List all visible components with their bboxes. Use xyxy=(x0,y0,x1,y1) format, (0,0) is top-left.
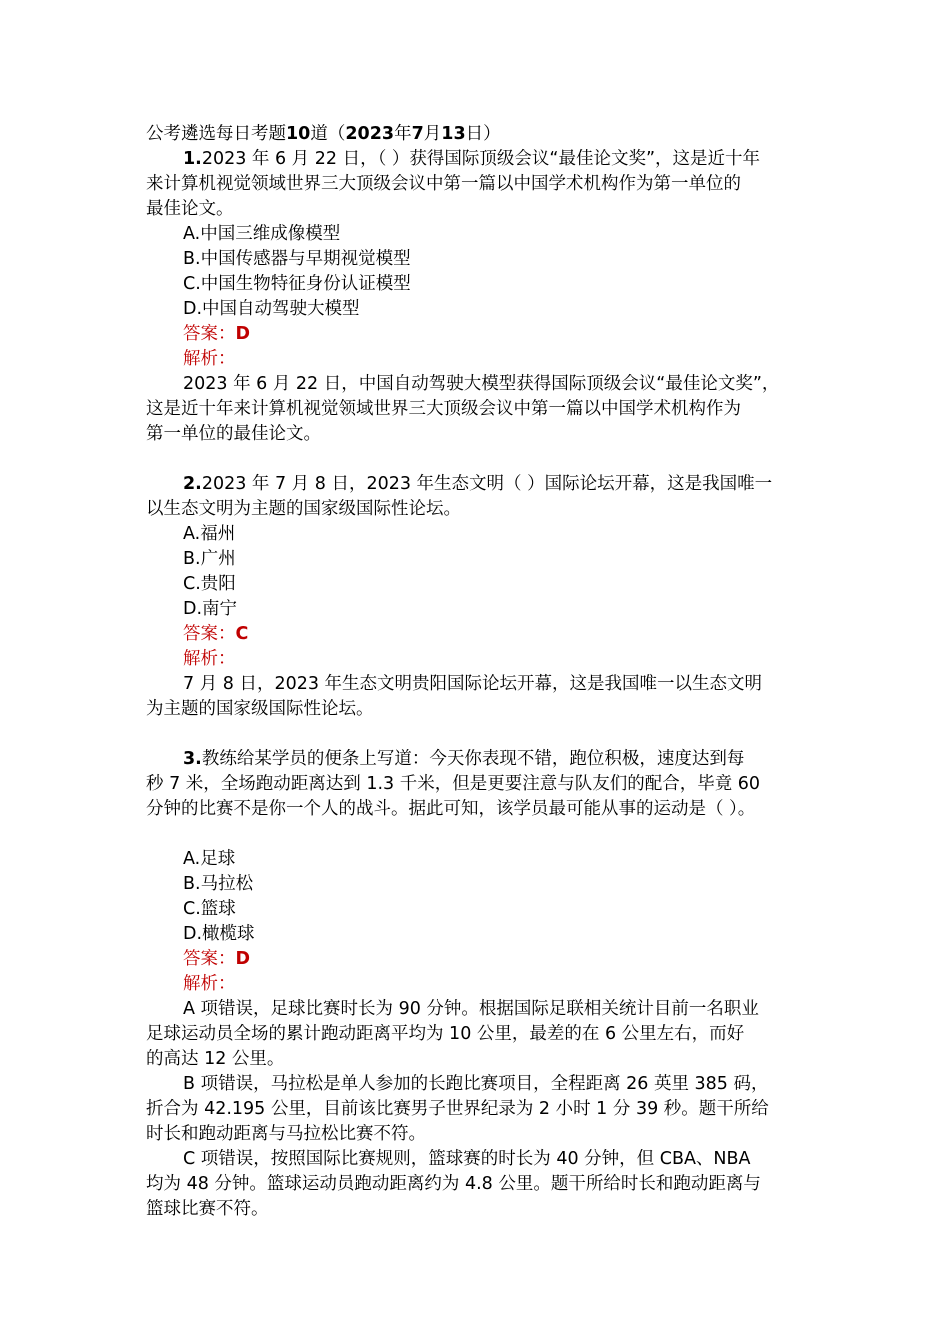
analysis-label: 解析： xyxy=(183,349,236,369)
analysis-a-line: A 项错误，足球比赛时长为 90 分钟。根据国际足联相关统计目前一名职业 xyxy=(183,999,759,1019)
spacer xyxy=(146,447,816,472)
option-c: C.中国生物特征身份认证模型 xyxy=(183,274,411,294)
option-a: A.足球 xyxy=(183,849,236,869)
answer: 答案：C xyxy=(183,624,249,644)
option-d: D.橄榄球 xyxy=(183,924,255,944)
analysis-c-line: 篮球比赛不符。 xyxy=(146,1199,269,1219)
option-b: B.马拉松 xyxy=(183,874,254,894)
question-2 xyxy=(146,472,816,722)
analysis-line: 7 月 8 日，2023 年生态文明贵阳国际论坛开幕，这是我国唯一以生态文明 xyxy=(183,674,763,694)
question-stem-line: 最佳论文。 xyxy=(146,199,234,219)
option-a: A.福州 xyxy=(183,524,236,544)
analysis-line: 这是近十年来计算机视觉领域世界三大顶级会议中第一篇以中国学术机构作为 xyxy=(146,399,741,419)
answer: 答案：D xyxy=(183,949,251,969)
question-1 xyxy=(146,147,816,447)
analysis-a-line: 的高达 12 公里。 xyxy=(146,1049,285,1069)
option-d: D.中国自动驾驶大模型 xyxy=(183,299,360,319)
answer: 答案：D xyxy=(183,324,251,344)
analysis-line: 为主题的国家级国际性论坛。 xyxy=(146,699,374,719)
analysis-label: 解析： xyxy=(183,649,236,669)
analysis-b-line: 时长和跑动距离与马拉松比赛不符。 xyxy=(146,1124,426,1144)
document-title: 公考遴选每日考题10道（2023年7月13日） xyxy=(146,124,501,144)
document-page xyxy=(146,122,816,1222)
analysis-label: 解析： xyxy=(183,974,236,994)
spacer xyxy=(146,722,816,747)
question-stem-line: 以生态文明为主题的国家级国际性论坛。 xyxy=(146,499,461,519)
analysis-b-line: 折合为 42.195 公里，目前该比赛男子世界纪录为 2 小时 1 分 39 秒。题干所给 xyxy=(146,1099,769,1119)
analysis-a-line: 足球运动员全场的累计跑动距离平均为 10 公里，最差的在 6 公里左右，而好 xyxy=(146,1024,745,1044)
option-b: B.中国传感器与早期视觉模型 xyxy=(183,249,411,269)
analysis-line: 2023 年 6 月 22 日，中国自动驾驶大模型获得国际顶级会议“最佳论文奖”， xyxy=(183,374,780,394)
question-stem-line: 分钟的比赛不是你一个人的战斗。据此可知，该学员最可能从事的运动是（ ）。 xyxy=(146,799,756,819)
analysis-line: 第一单位的最佳论文。 xyxy=(146,424,321,444)
question-stem: 1.2023 年 6 月 22 日，（ ）获得国际顶级会议“最佳论文奖”，这是近十年 xyxy=(183,149,761,169)
analysis-c-line: C 项错误，按照国际比赛规则，篮球赛的时长为 40 分钟，但 CBA、NBA xyxy=(183,1149,751,1169)
question-stem-line: 秒 7 米，全场跑动距离达到 1.3 千米，但是更要注意与队友们的配合，毕竟 60 xyxy=(146,774,761,794)
question-stem: 2.2023 年 7 月 8 日，2023 年生态文明（ ）国际论坛开幕，这是我国唯一 xyxy=(183,474,773,494)
option-a: A.中国三维成像模型 xyxy=(183,224,341,244)
option-c: C.贵阳 xyxy=(183,574,236,594)
question-3 xyxy=(146,747,816,1222)
option-d: D.南宁 xyxy=(183,599,238,619)
analysis-b-line: B 项错误，马拉松是单人参加的长跑比赛项目，全程距离 26 英里 385 码， xyxy=(183,1074,769,1094)
option-c: C.篮球 xyxy=(183,899,236,919)
question-stem: 3.教练给某学员的便条上写道：今天你表现不错，跑位积极，速度达到每 xyxy=(183,749,745,769)
question-stem-line: 来计算机视觉领域世界三大顶级会议中第一篇以中国学术机构作为第一单位的 xyxy=(146,174,741,194)
spacer xyxy=(146,822,816,847)
analysis-c-line: 均为 48 分钟。篮球运动员跑动距离约为 4.8 公里。题干所给时长和跑动距离与 xyxy=(146,1174,761,1194)
option-b: B.广州 xyxy=(183,549,236,569)
